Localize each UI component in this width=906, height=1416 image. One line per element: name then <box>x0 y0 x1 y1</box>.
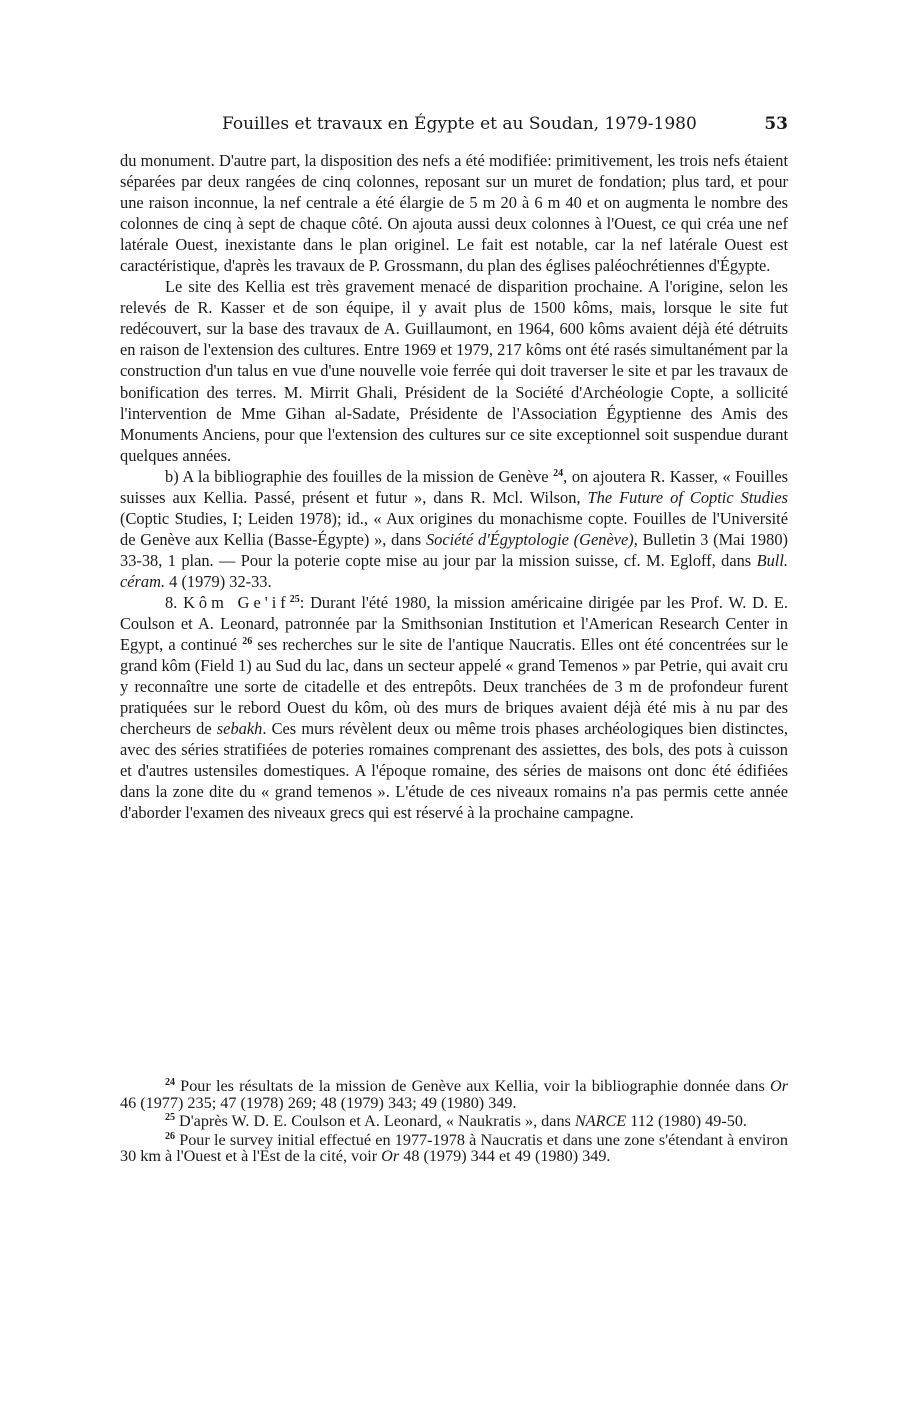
paragraph-church-nave: du monument. D'autre part, la disposition des nefs a été modifiée: primitivement, les trois nefs étaient séparées par deux rangées de cinq colonnes, reposant sur un muret de fondation; plus tard, et pour une raison inconnue, la nef centrale a été élargie de 5 m 20 à 6 m 40 et on augmenta le nombre des colonnes de cinq à sept de chaque côté. On ajouta aussi deux colonnes à l'Ouest, ce qui créa une nef latérale Ouest, inexistante dans le plan originel. Le fait est notable, car la nef latérale Ouest est caractéristique, d'après les travaux de P. Grossmann, du plan des églises paléochrétiennes d'Égypte. <box>120 151 788 276</box>
journal-title: Société d'Égyptologie (Genève) <box>425 529 634 549</box>
footnote-26: $^{26}$ Pour le survey initial effectué en 1977-1978 à Naucratis et dans une zone s'étendant à environ 30 km à l'Ouest et à l'Est de la cité, voir Or 48 (1979) 344 et 49 (1980) 349. <box>120 1130 788 1165</box>
running-header <box>120 112 788 136</box>
footnote-number: 25 <box>165 1112 175 1123</box>
page-number: 53 <box>764 114 788 134</box>
term-sebakh: sebakh <box>216 719 263 739</box>
journal-abbrev: NARCE <box>574 1112 627 1130</box>
journal-abbrev: Or <box>770 1077 788 1095</box>
footnote-number: 26 <box>165 1130 175 1142</box>
journal-abbrev: Or <box>381 1147 400 1165</box>
section-number: 8. <box>165 592 184 612</box>
footnote-ref-26[interactable]: 26 <box>242 636 253 648</box>
site-name: Kôm Ge'if <box>183 592 290 612</box>
main-text <box>120 150 788 824</box>
book-title: The Future of Coptic Studies <box>587 487 788 507</box>
footnote-25: $^{25}$ D'après W. D. E. Coulson et A. Leonard, « Naukratis », dans NARCE 112 (1980) 49-50. <box>165 1112 747 1130</box>
paragraph-kellia-threat: Le site des Kellia est très gravement menacé de disparition prochaine. A l'origine, selon les relevés de R. Kasser et de son équipe, il y avait plus de 1500 kôms, mais, lorsque le site fut redécouvert, sur la base des travaux de A. Guillaumont, en 1964, 600 kôms avaient déjà été détruits en raison de l'extension des cultures. Entre 1969 et 1979, 217 kôms ont été rasés simultanément par la construction d'un talus en vue d'une nouvelle voie ferrée qui doit traverser le site et par les travaux de bonification des terres. M. Mirrit Ghali, Président de la Société d'Archéologie Copte, a sollicité l'intervention de Mme Gihan al-Sadate, Présidente de l'Association Égyptienne des Amis des Monuments Anciens, pour que l'extension des cultures sur ce site exceptionnel soit suspendue durant quelques années. <box>120 277 788 465</box>
paragraph-kom-geif: 8. Kôm $Ge'if^{25}$: Durant l'été 1980, la mission américaine dirigée par les Prof. W. D. E. Coulson et A. Leonard, patronnée par la Smithsonian Institution et l'American Research Center in Egypt, a continué $^{26}$ ses recherches sur le site de l'antique Naucratis. Elles ont été concentrées sur le grand kôm (Field 1) au Sud du lac, dans un secteur appelé « grand Temenos » par Petrie, qui avait cru y reconnaître une sorte de citadelle et des entrepôts. Deux tranchées de 3 m de profondeur furent pratiquées sur le rebord Ouest du kôm, où des murs de briques avaient déjà été mis à nu par des chercheurs de sebakh. Ces murs révèlent deux ou même trois phases archéologiques bien distinctes, avec des séries stratifiées de poteries romaines comprenant des assiettes, des bols, des pots à cuisson et d'autres ustensiles domestiques. A l'époque romaine, des séries de maisons ont donc été édifiées dans la zone dite du « grand temenos ». L'étude de ces niveaux romains n'a pas permis cette année d'aborder l'examen des niveaux grecs qui est réservé à la prochaine campagne. <box>120 592 788 823</box>
footnote-24: $^{24}$ Pour les résultats de la mission de Genève aux Kellia, voir la bibliographie donnée dans Or 46 (1977) 235; 47 (1978) 269; 48 (1979) 343; 49 (1980) 349. <box>120 1077 788 1112</box>
page <box>120 112 788 1165</box>
running-title: Fouilles et travaux en Égypte et au Soudan, 1979-1980 <box>222 114 697 134</box>
footnote-number: 24 <box>165 1077 175 1088</box>
journal-abbrev: Bull. céram. <box>120 550 788 591</box>
footnote-ref-24[interactable]: 24 <box>553 467 564 479</box>
footnotes <box>120 1078 788 1167</box>
paragraph-bibliography: b) A la bibliographie des fouilles de la mission de Genève $^{24}$, on ajoutera R. Kasser, « Fouilles suisses aux Kellia. Passé, présent et futur », dans R. Mcl. Wilson, The Future of Coptic Studies (Coptic Studies, I; Leiden 1978); id., « Aux origines du monachisme copte. Fouilles de l'Université de Genève aux Kellia (Basse-Égypte) », dans Société d'Égyptologie (Genève), Bulletin 3 (Mai 1980) 33-38, 1 plan. — Pour la poterie copte mise au jour par la mission suisse, cf. M. Egloff, dans Bull. céram. 4 (1979) 32-33. <box>120 466 788 591</box>
footnote-ref-25[interactable]: 25 <box>289 593 300 605</box>
